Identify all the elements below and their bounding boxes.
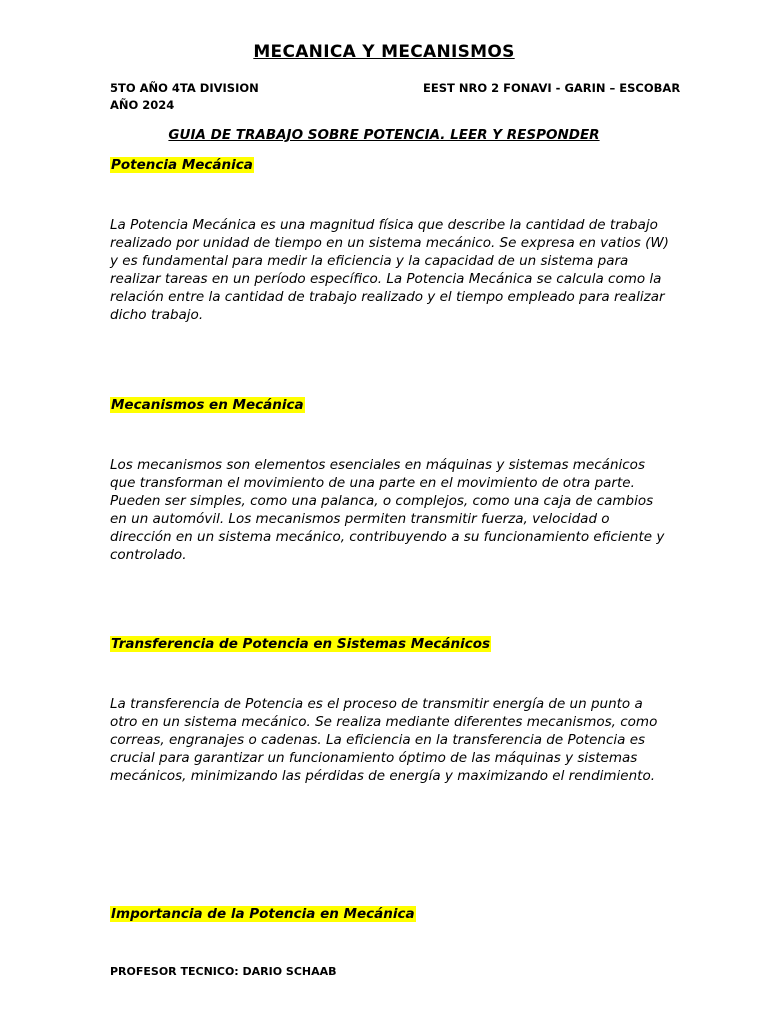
heading-text: Importancia de la Potencia en Mecánica xyxy=(111,906,415,922)
section-heading-mecanismos xyxy=(110,397,305,413)
section-body-transferencia: La transferencia de Potencia es el proceso de transmitir energía de un punto a otro en un sistema mecánico. Se realiza mediante diferentes mecanismos, como correas, engranajes o cadenas. La eficiencia en la transferencia de Potencia es crucial para garantizar un funcionamiento óptimo de las máquinas y sistemas mecánicos, minimizando las pérdidas de energía y maximizando el rendimiento. xyxy=(110,696,658,784)
footer-teacher: PROFESOR TECNICO: DARIO SCHAAB xyxy=(110,965,337,978)
page-title: MECANICA Y MECANISMOS xyxy=(253,42,515,62)
heading-text: Transferencia de Potencia en Sistemas Mecánicos xyxy=(111,636,491,652)
year-label: AÑO 2024 xyxy=(110,98,175,112)
school-label: EEST NRO 2 FONAVI - GARIN – ESCOBAR xyxy=(423,81,681,95)
course-label: 5TO AÑO 4TA DIVISION xyxy=(110,81,259,95)
section-heading-transferencia xyxy=(110,636,491,652)
section-heading-potencia xyxy=(110,157,254,173)
section-body-mecanismos: Los mecanismos son elementos esenciales en máquinas y sistemas mecánicos que transforman el movimiento de una parte en el movimiento de otra parte. Pueden ser simples, como una palanca, o complejos, como una caja de cambios en un automóvil. Los mecanismos permiten transmitir fuerza, velocidad o dirección en un sistema mecánico, contribuyendo a su funcionamiento eficiente y controlado. xyxy=(110,457,665,563)
heading-text: Mecanismos en Mecánica xyxy=(111,397,304,413)
guide-title: GUIA DE TRABAJO SOBRE POTENCIA. LEER Y RESPONDER xyxy=(168,127,600,143)
section-body-potencia: La Potencia Mecánica es una magnitud física que describe la cantidad de trabajo realizado por unidad de tiempo en un sistema mecánico. Se expresa en vatios (W) y es fundamental para medir la eficiencia y la capacidad de un sistema para realizar tareas en un período específico. La Potencia Mecánica se calcula como la relación entre la cantidad de trabajo realizado y el tiempo empleado para realizar dicho trabajo. xyxy=(110,217,669,323)
section-heading-importancia xyxy=(110,906,416,922)
heading-text: Potencia Mecánica xyxy=(111,157,253,173)
course-info xyxy=(110,80,259,114)
